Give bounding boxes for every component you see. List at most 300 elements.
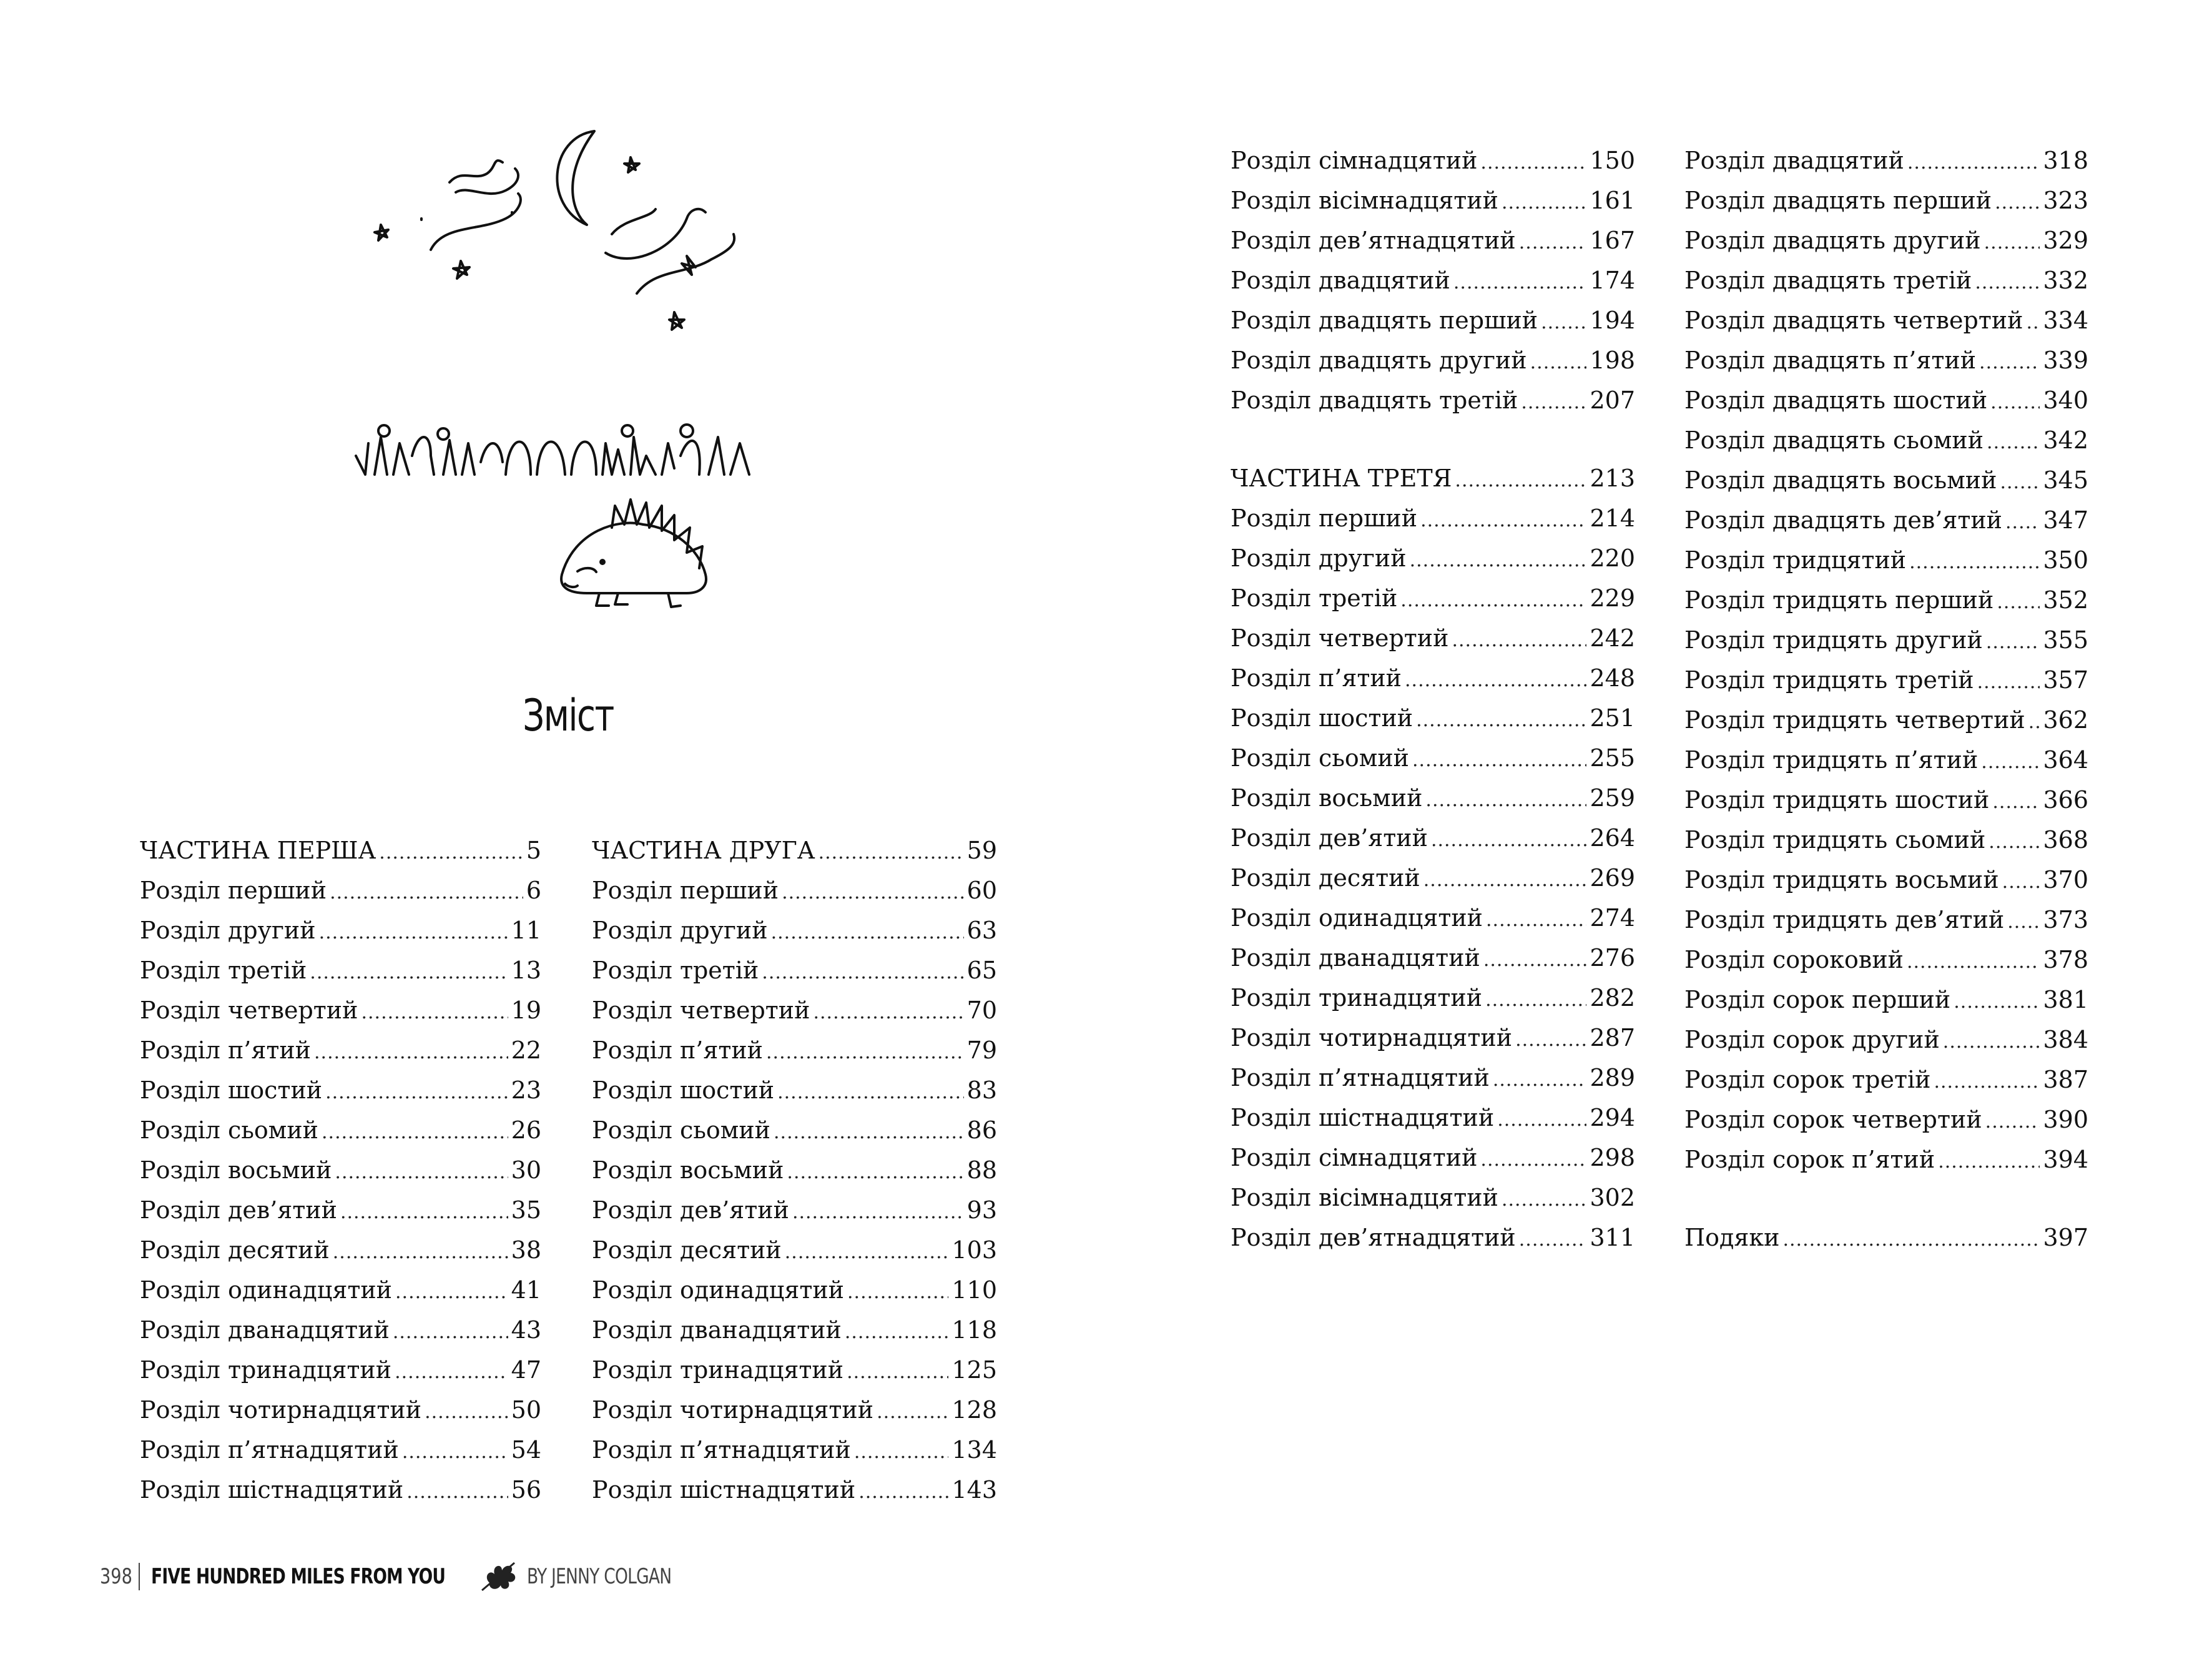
toc-leader-dots — [845, 1312, 949, 1352]
toc-leader-dots — [1493, 1060, 1587, 1100]
toc-entry — [1231, 618, 1635, 658]
toc-entry-title: Розділ одинадцятий — [140, 1276, 393, 1304]
toc-entry-title: Розділ шостий — [592, 1076, 775, 1104]
leaf-icon — [477, 1558, 521, 1595]
toc-entry-page: 38 — [511, 1236, 541, 1264]
toc-entry-title: Розділ восьмий — [140, 1156, 332, 1184]
hedgehog-eye — [601, 560, 604, 564]
toc-entry-page: 26 — [511, 1116, 541, 1144]
toc-entry — [1684, 1140, 2088, 1179]
toc-entry-title: Розділ п’ятнадцятий — [1231, 1064, 1490, 1091]
toc-leader-dots — [847, 1273, 948, 1312]
toc-entry-title: Розділ восьмий — [1231, 784, 1423, 812]
toc-leader-dots — [1420, 501, 1586, 541]
toc-entry — [1684, 220, 2088, 260]
toc-leader-dots — [395, 1352, 508, 1392]
toc-entry-page: 368 — [2043, 826, 2088, 854]
toc-entry-title: Розділ шостий — [140, 1076, 323, 1104]
toc-entry — [1231, 818, 1635, 858]
toc-entry — [592, 1110, 997, 1150]
toc-entry-page: 213 — [1590, 465, 1635, 492]
toc-entry-title: Розділ тридцять перший — [1684, 586, 1994, 614]
toc-entry-page: 103 — [951, 1236, 997, 1264]
toc-entry-title: Розділ чотирнадцятий — [1231, 1024, 1513, 1051]
toc-entry-page: 339 — [2043, 347, 2088, 374]
toc-entry — [1684, 180, 2088, 220]
toc-entry — [1684, 620, 2088, 660]
toc-entry-title: Розділ двадцять перший — [1231, 307, 1538, 334]
toc-entry — [592, 1070, 997, 1110]
toc-entry-page: 390 — [2043, 1106, 2088, 1133]
toc-entry-page: 41 — [511, 1276, 541, 1304]
toc-leader-dots — [379, 833, 523, 873]
toc-entry — [592, 1310, 997, 1350]
toc-entry — [140, 1350, 541, 1390]
toc-entry-page: 214 — [1590, 505, 1635, 532]
toc-entry-page: 86 — [966, 1116, 997, 1144]
toc-entry — [140, 1390, 541, 1430]
toc-entry-title: Розділ двадцять перший — [1684, 187, 1992, 214]
toc-entry-title: Розділ тридцятий — [1684, 546, 1907, 574]
toc-leader-dots — [1975, 263, 2040, 303]
toc-leader-dots — [2000, 463, 2040, 503]
toc-entry-title: Розділ сьомий — [1231, 744, 1410, 772]
toc-leader-dots — [1992, 782, 2040, 822]
toc-entry-page: 294 — [1590, 1104, 1635, 1131]
toc-entry-page: 143 — [951, 1476, 997, 1504]
toc-entry-page: 329 — [2043, 227, 2088, 254]
toc-leader-dots — [1483, 940, 1587, 980]
toc-entry — [1684, 340, 2088, 380]
toc-entry-title: Розділ двадцять сьомий — [1684, 426, 1984, 454]
toc-entry-title: Розділ шістнадцятий — [140, 1476, 404, 1504]
toc-entry — [1231, 538, 1635, 578]
toc-entry — [1231, 778, 1635, 818]
toc-entry-page: 23 — [511, 1076, 541, 1104]
toc-entry — [1684, 460, 2088, 500]
toc-entry-page: 342 — [2043, 426, 2088, 454]
toc-entry — [1231, 658, 1635, 698]
toc-leader-dots — [1934, 1062, 2040, 1102]
toc-leader-dots — [1431, 820, 1587, 860]
toc-entry-page: 207 — [1590, 386, 1635, 414]
toc-entry-title: Розділ тринадцятий — [592, 1356, 844, 1384]
toc-leader-dots — [1416, 701, 1586, 741]
toc-entry — [1231, 738, 1635, 778]
toc-leader-dots — [1782, 1220, 2040, 1260]
toc-entry — [140, 1070, 541, 1110]
toc-entry-page: 19 — [511, 997, 541, 1024]
toc-entry-title: Розділ п’ятий — [140, 1036, 311, 1064]
toc-entry-page: 384 — [2043, 1026, 2088, 1053]
moon-icon — [557, 131, 594, 225]
toc-leader-dots — [1907, 143, 2040, 183]
footer-page-number: 398 — [100, 1564, 132, 1589]
toc-leader-dots — [1984, 223, 2040, 263]
toc-entry-title: Розділ четвертий — [1231, 624, 1449, 652]
toc-entry-page: 6 — [526, 877, 541, 904]
toc-entry-title: Розділ третій — [592, 957, 759, 984]
toc-entry — [592, 910, 997, 950]
toc-entry — [140, 1310, 541, 1350]
toc-entry — [1231, 180, 1635, 220]
toc-leader-dots — [1907, 942, 2040, 982]
toc-entry-title: Розділ другий — [592, 917, 768, 944]
toc-leader-dots — [1497, 1100, 1586, 1140]
toc-entry-page: 318 — [2043, 147, 2088, 174]
hedgehog-face — [565, 568, 596, 587]
toc-entry — [1684, 140, 2088, 180]
toc-column-part-one — [140, 830, 541, 1510]
toc-entry — [1231, 578, 1635, 618]
toc-entry — [592, 1150, 997, 1190]
toc-column-part-three-continued — [1684, 140, 2088, 1258]
toc-entry — [1231, 978, 1635, 1018]
toc-entry-page: 394 — [2043, 1146, 2088, 1173]
page-footer — [100, 1558, 683, 1595]
toc-entry — [1684, 660, 2088, 700]
toc-entry — [592, 1230, 997, 1270]
toc-entry-title: Розділ вісімнадцятий — [1231, 187, 1498, 214]
hedgehog-spikes — [612, 500, 702, 568]
toc-entry-page: 30 — [511, 1156, 541, 1184]
toc-entry-page: 56 — [511, 1476, 541, 1504]
toc-leader-dots — [1480, 1140, 1586, 1180]
toc-entry-title: Розділ чотирнадцятий — [592, 1396, 874, 1424]
toc-entry-title: Подяки — [1684, 1224, 1780, 1251]
toc-entry — [592, 990, 997, 1030]
toc-entry-page: 60 — [966, 877, 997, 904]
toc-entry-page: 362 — [2043, 706, 2088, 734]
toc-entry — [592, 1350, 997, 1390]
toc-entry-page: 35 — [511, 1196, 541, 1224]
toc-entry — [592, 1270, 997, 1310]
toc-entry-title: Розділ двадцять п’ятий — [1684, 347, 1977, 374]
toc-entry — [592, 830, 997, 870]
toc-entry — [140, 1270, 541, 1310]
toc-entry-title: Розділ перший — [1231, 505, 1418, 532]
toc-entry-title: Розділ дев’ятий — [1231, 824, 1428, 852]
toc-entry-page: 161 — [1590, 187, 1635, 214]
toc-entry-page: 150 — [1590, 147, 1635, 174]
toc-entry-title: Розділ сорок перший — [1684, 986, 1951, 1013]
toc-entry-page: 220 — [1590, 544, 1635, 572]
toc-entry-title: Розділ сорок третій — [1684, 1066, 1931, 1093]
toc-leader-dots — [2002, 862, 2040, 902]
toc-leader-dots — [766, 1033, 964, 1073]
toc-entry — [1684, 420, 2088, 460]
toc-entry — [1684, 540, 2088, 580]
toc-leader-dots — [319, 913, 508, 953]
toc-entry-title: Розділ дев’ятнадцятий — [1231, 1224, 1516, 1251]
toc-entry — [592, 1390, 997, 1430]
toc-leader-dots — [1986, 623, 2040, 662]
toc-entry-page: 311 — [1590, 1224, 1635, 1251]
toc-leader-dots — [322, 1113, 508, 1153]
toc-entry — [140, 1230, 541, 1270]
toc-entry-title: Розділ четвертий — [592, 997, 810, 1024]
toc-entry-title: Розділ тридцять другий — [1684, 626, 1983, 654]
toc-entry-page: 59 — [966, 837, 997, 864]
toc-leader-dots — [774, 1113, 964, 1153]
toc-entry-page: 378 — [2043, 946, 2088, 973]
toc-entry-page: 11 — [511, 917, 541, 944]
toc-entry — [1231, 1058, 1635, 1098]
toc-leader-dots — [787, 1153, 963, 1193]
toc-entry — [140, 1470, 541, 1510]
flower-icon — [681, 425, 693, 437]
toc-entry — [1684, 700, 2088, 740]
toc-entry — [1684, 380, 2088, 420]
toc-entry-page: 347 — [2043, 506, 2088, 534]
flower-icon — [378, 425, 390, 436]
toc-leader-dots — [1480, 143, 1586, 183]
toc-leader-dots — [395, 1273, 508, 1312]
night-sky-illustration — [362, 125, 774, 350]
toc-entry-page: 118 — [951, 1316, 997, 1344]
toc-entry-page: 93 — [966, 1196, 997, 1224]
toc-entry-title: Розділ дванадцятий — [592, 1316, 842, 1344]
toc-entry — [1231, 1098, 1635, 1138]
toc-entry-page: 22 — [511, 1036, 541, 1064]
toc-leader-dots — [393, 1312, 508, 1352]
toc-leader-dots — [1990, 383, 2040, 423]
toc-entry — [1231, 1018, 1635, 1058]
toc-entry-title: Розділ шістнадцятий — [592, 1476, 856, 1504]
toc-entry — [1231, 1178, 1635, 1218]
toc-entry-page: 289 — [1590, 1064, 1635, 1091]
toc-leader-dots — [335, 1153, 508, 1193]
toc-leader-dots — [1985, 1102, 2040, 1142]
toc-entry-page: 110 — [951, 1276, 997, 1304]
toc-leader-dots — [361, 993, 508, 1033]
toc-entry-page: 54 — [511, 1436, 541, 1464]
toc-entry-page: 282 — [1590, 984, 1635, 1012]
toc-entry-page: 302 — [1590, 1184, 1635, 1211]
footer-author: BY JENNY COLGAN — [527, 1564, 672, 1589]
toc-entry-title: Розділ третій — [140, 957, 307, 984]
toc-entry-page: 50 — [511, 1396, 541, 1424]
toc-entry-title: Розділ сьомий — [592, 1116, 771, 1144]
toc-entry — [1684, 780, 2088, 820]
toc-leader-dots — [847, 1352, 948, 1392]
toc-entry — [140, 910, 541, 950]
toc-entry-page: 79 — [966, 1036, 997, 1064]
toc-entry — [1684, 740, 2088, 780]
toc-leader-dots — [314, 1033, 508, 1073]
toc-entry-title: Розділ двадцять дев’ятий — [1684, 506, 2002, 534]
toc-entry-title: Розділ п’ятий — [592, 1036, 763, 1064]
toc-entry-page: 128 — [951, 1396, 997, 1424]
toc-entry-title: Розділ дванадцятий — [140, 1316, 390, 1344]
toc-entry-page: 355 — [2043, 626, 2088, 654]
toc-entry — [1231, 458, 1635, 498]
toc-entry-title: Розділ сороковий — [1684, 946, 1904, 973]
toc-entry — [1684, 1020, 2088, 1060]
toc-entry-title: Розділ двадцятий — [1231, 267, 1450, 294]
toc-entry-title: Розділ десятий — [592, 1236, 782, 1264]
toc-entry-page: 276 — [1590, 944, 1635, 972]
footer-book-title: FIVE HUNDRED MILES FROM YOU — [151, 1564, 446, 1589]
toc-entry-page: 370 — [2043, 866, 2088, 893]
toc-entry-page: 167 — [1590, 227, 1635, 254]
toc-entry-page: 5 — [526, 837, 541, 864]
toc-entry-title: Розділ вісімнадцятий — [1231, 1184, 1498, 1211]
toc-leader-dots — [2007, 902, 2040, 942]
toc-entry-page: 357 — [2043, 666, 2088, 694]
toc-entry — [1684, 300, 2088, 340]
toc-entry-title: Розділ шістнадцятий — [1231, 1104, 1495, 1131]
hedgehog-grass-illustration — [350, 406, 768, 637]
toc-leader-dots — [1938, 1142, 2040, 1182]
toc-entry-title: Розділ сорок четвертий — [1684, 1106, 1982, 1133]
toc-leader-dots — [1502, 183, 1587, 223]
toc-leader-dots — [1954, 982, 2040, 1022]
toc-leader-dots — [1412, 741, 1586, 780]
footer-divider — [139, 1563, 140, 1590]
toc-entry-page: 70 — [966, 997, 997, 1024]
toc-leader-dots — [854, 1432, 949, 1472]
toc-entry-page: 352 — [2043, 586, 2088, 614]
toc-entry — [1684, 980, 2088, 1020]
toc-leader-dots — [777, 1073, 964, 1113]
toc-leader-dots — [1452, 621, 1586, 661]
toc-entry — [1684, 820, 2088, 860]
toc-column-part-two — [592, 830, 997, 1510]
toc-entry — [1231, 260, 1635, 300]
toc-entry-title: ЧАСТИНА ТРЕТЯ — [1231, 465, 1452, 492]
toc-entry-title: Розділ сімнадцятий — [1231, 147, 1478, 174]
toc-entry-title: Розділ дев’ятий — [592, 1196, 789, 1224]
toc-entry-title: Розділ двадцять восьмий — [1684, 466, 1997, 494]
toc-entry-title: Розділ чотирнадцятий — [140, 1396, 422, 1424]
toc-entry — [1231, 698, 1635, 738]
toc-leader-dots — [1486, 900, 1586, 940]
toc-leader-dots — [785, 1233, 949, 1273]
toc-leader-dots — [310, 953, 508, 993]
cloud-left — [431, 160, 521, 250]
toc-entry-title: Розділ тридцять третій — [1684, 666, 1974, 694]
toc-entry — [140, 870, 541, 910]
toc-entry-title: Розділ дев’ятнадцятий — [1231, 227, 1516, 254]
toc-leader-dots — [1425, 780, 1586, 820]
toc-entry — [1684, 580, 2088, 620]
toc-entry-title: Розділ тринадцятий — [140, 1356, 392, 1384]
toc-leader-dots — [402, 1432, 508, 1472]
toc-leader-dots — [1987, 423, 2040, 463]
toc-leader-dots — [1521, 383, 1586, 423]
toc-entry-title: Розділ десятий — [1231, 864, 1420, 892]
toc-entry-title: Розділ перший — [592, 877, 779, 904]
toc-entry — [1231, 300, 1635, 340]
toc-leader-dots — [771, 913, 964, 953]
toc-entry-title: Розділ тридцять п’ятий — [1684, 746, 1979, 774]
toc-leader-dots — [1400, 581, 1586, 621]
toc-leader-dots — [1988, 822, 2040, 862]
toc-entry — [140, 1430, 541, 1470]
toc-entry-title: Розділ двадцятий — [1684, 147, 1904, 174]
toc-entry-title: Розділ другий — [1231, 544, 1407, 572]
toc-entry-title: Розділ шостий — [1231, 704, 1413, 732]
toc-leader-dots — [813, 993, 963, 1033]
toc-entry-page: 298 — [1590, 1144, 1635, 1171]
toc-leader-dots — [1977, 662, 2040, 702]
toc-entry-title: Розділ перший — [140, 877, 327, 904]
toc-entry-page: 323 — [2043, 187, 2088, 214]
toc-entry — [140, 1030, 541, 1070]
toc-entry — [1684, 1060, 2088, 1100]
toc-entry-title: Розділ п’ятий — [1231, 664, 1402, 692]
toc-entry — [140, 990, 541, 1030]
toc-entry-page: 334 — [2043, 307, 2088, 334]
toc-leader-dots — [406, 1472, 508, 1512]
toc-entry — [1231, 340, 1635, 380]
toc-leader-dots — [1410, 541, 1587, 581]
toc-leader-dots — [762, 953, 963, 993]
star-icon — [453, 261, 469, 278]
toc-entry — [592, 1470, 997, 1510]
hedgehog-feet — [596, 593, 681, 607]
toc-entry-title: Розділ дев’ятий — [140, 1196, 337, 1224]
toc-entry-title: Розділ десятий — [140, 1236, 330, 1264]
toc-entry — [1231, 858, 1635, 898]
toc-leader-dots — [333, 1233, 508, 1273]
toc-entry-title: Розділ п’ятнадцятий — [592, 1436, 851, 1464]
toc-entry — [1231, 220, 1635, 260]
toc-leader-dots — [1455, 461, 1586, 501]
toc-entry-page: 287 — [1590, 1024, 1635, 1051]
star-icon — [669, 312, 684, 330]
toc-entry — [592, 1030, 997, 1070]
toc-entry-title: Розділ дванадцятий — [1231, 944, 1480, 972]
toc-entry-page: 248 — [1590, 664, 1635, 692]
toc-leader-dots — [425, 1392, 508, 1432]
toc-entry-page: 65 — [966, 957, 997, 984]
toc-entry-page: 255 — [1590, 744, 1635, 772]
toc-entry — [1684, 1218, 2088, 1258]
star-icon — [375, 225, 388, 240]
cloud-right — [606, 209, 734, 293]
toc-leader-dots — [1405, 661, 1586, 701]
toc-entry-title: Розділ двадцять третій — [1231, 386, 1518, 414]
toc-entry-title: Розділ п’ятнадцятий — [140, 1436, 399, 1464]
toc-entry — [592, 1430, 997, 1470]
toc-entry-title: Розділ сорок п’ятий — [1684, 1146, 1935, 1173]
toc-entry — [1684, 260, 2088, 300]
toc-entry-title: Розділ тринадцятий — [1231, 984, 1483, 1012]
toc-entry-title: Розділ тридцять сьомий — [1684, 826, 1986, 854]
toc-leader-dots — [340, 1193, 508, 1233]
page-title: Зміст — [523, 690, 614, 741]
toc-entry-page: 397 — [2043, 1224, 2088, 1251]
toc-entry-page: 63 — [966, 917, 997, 944]
toc-leader-dots — [2027, 303, 2040, 343]
toc-entry-page: 259 — [1590, 784, 1635, 812]
toc-entry-page: 381 — [2043, 986, 2088, 1013]
toc-entry-page: 364 — [2043, 746, 2088, 774]
toc-entry-page: 274 — [1590, 904, 1635, 932]
toc-entry-title: Розділ двадцять четвертий — [1684, 307, 2023, 334]
toc-entry-page: 229 — [1590, 584, 1635, 612]
toc-entry-page: 242 — [1590, 624, 1635, 652]
toc-entry — [1684, 940, 2088, 980]
flower-icon — [438, 428, 449, 440]
toc-entry-page: 340 — [2043, 386, 2088, 414]
toc-entry — [592, 950, 997, 990]
toc-entry-title: Розділ тридцять шостий — [1684, 786, 1990, 814]
toc-entry-page: 345 — [2043, 466, 2088, 494]
toc-entry-title: Розділ третій — [1231, 584, 1398, 612]
